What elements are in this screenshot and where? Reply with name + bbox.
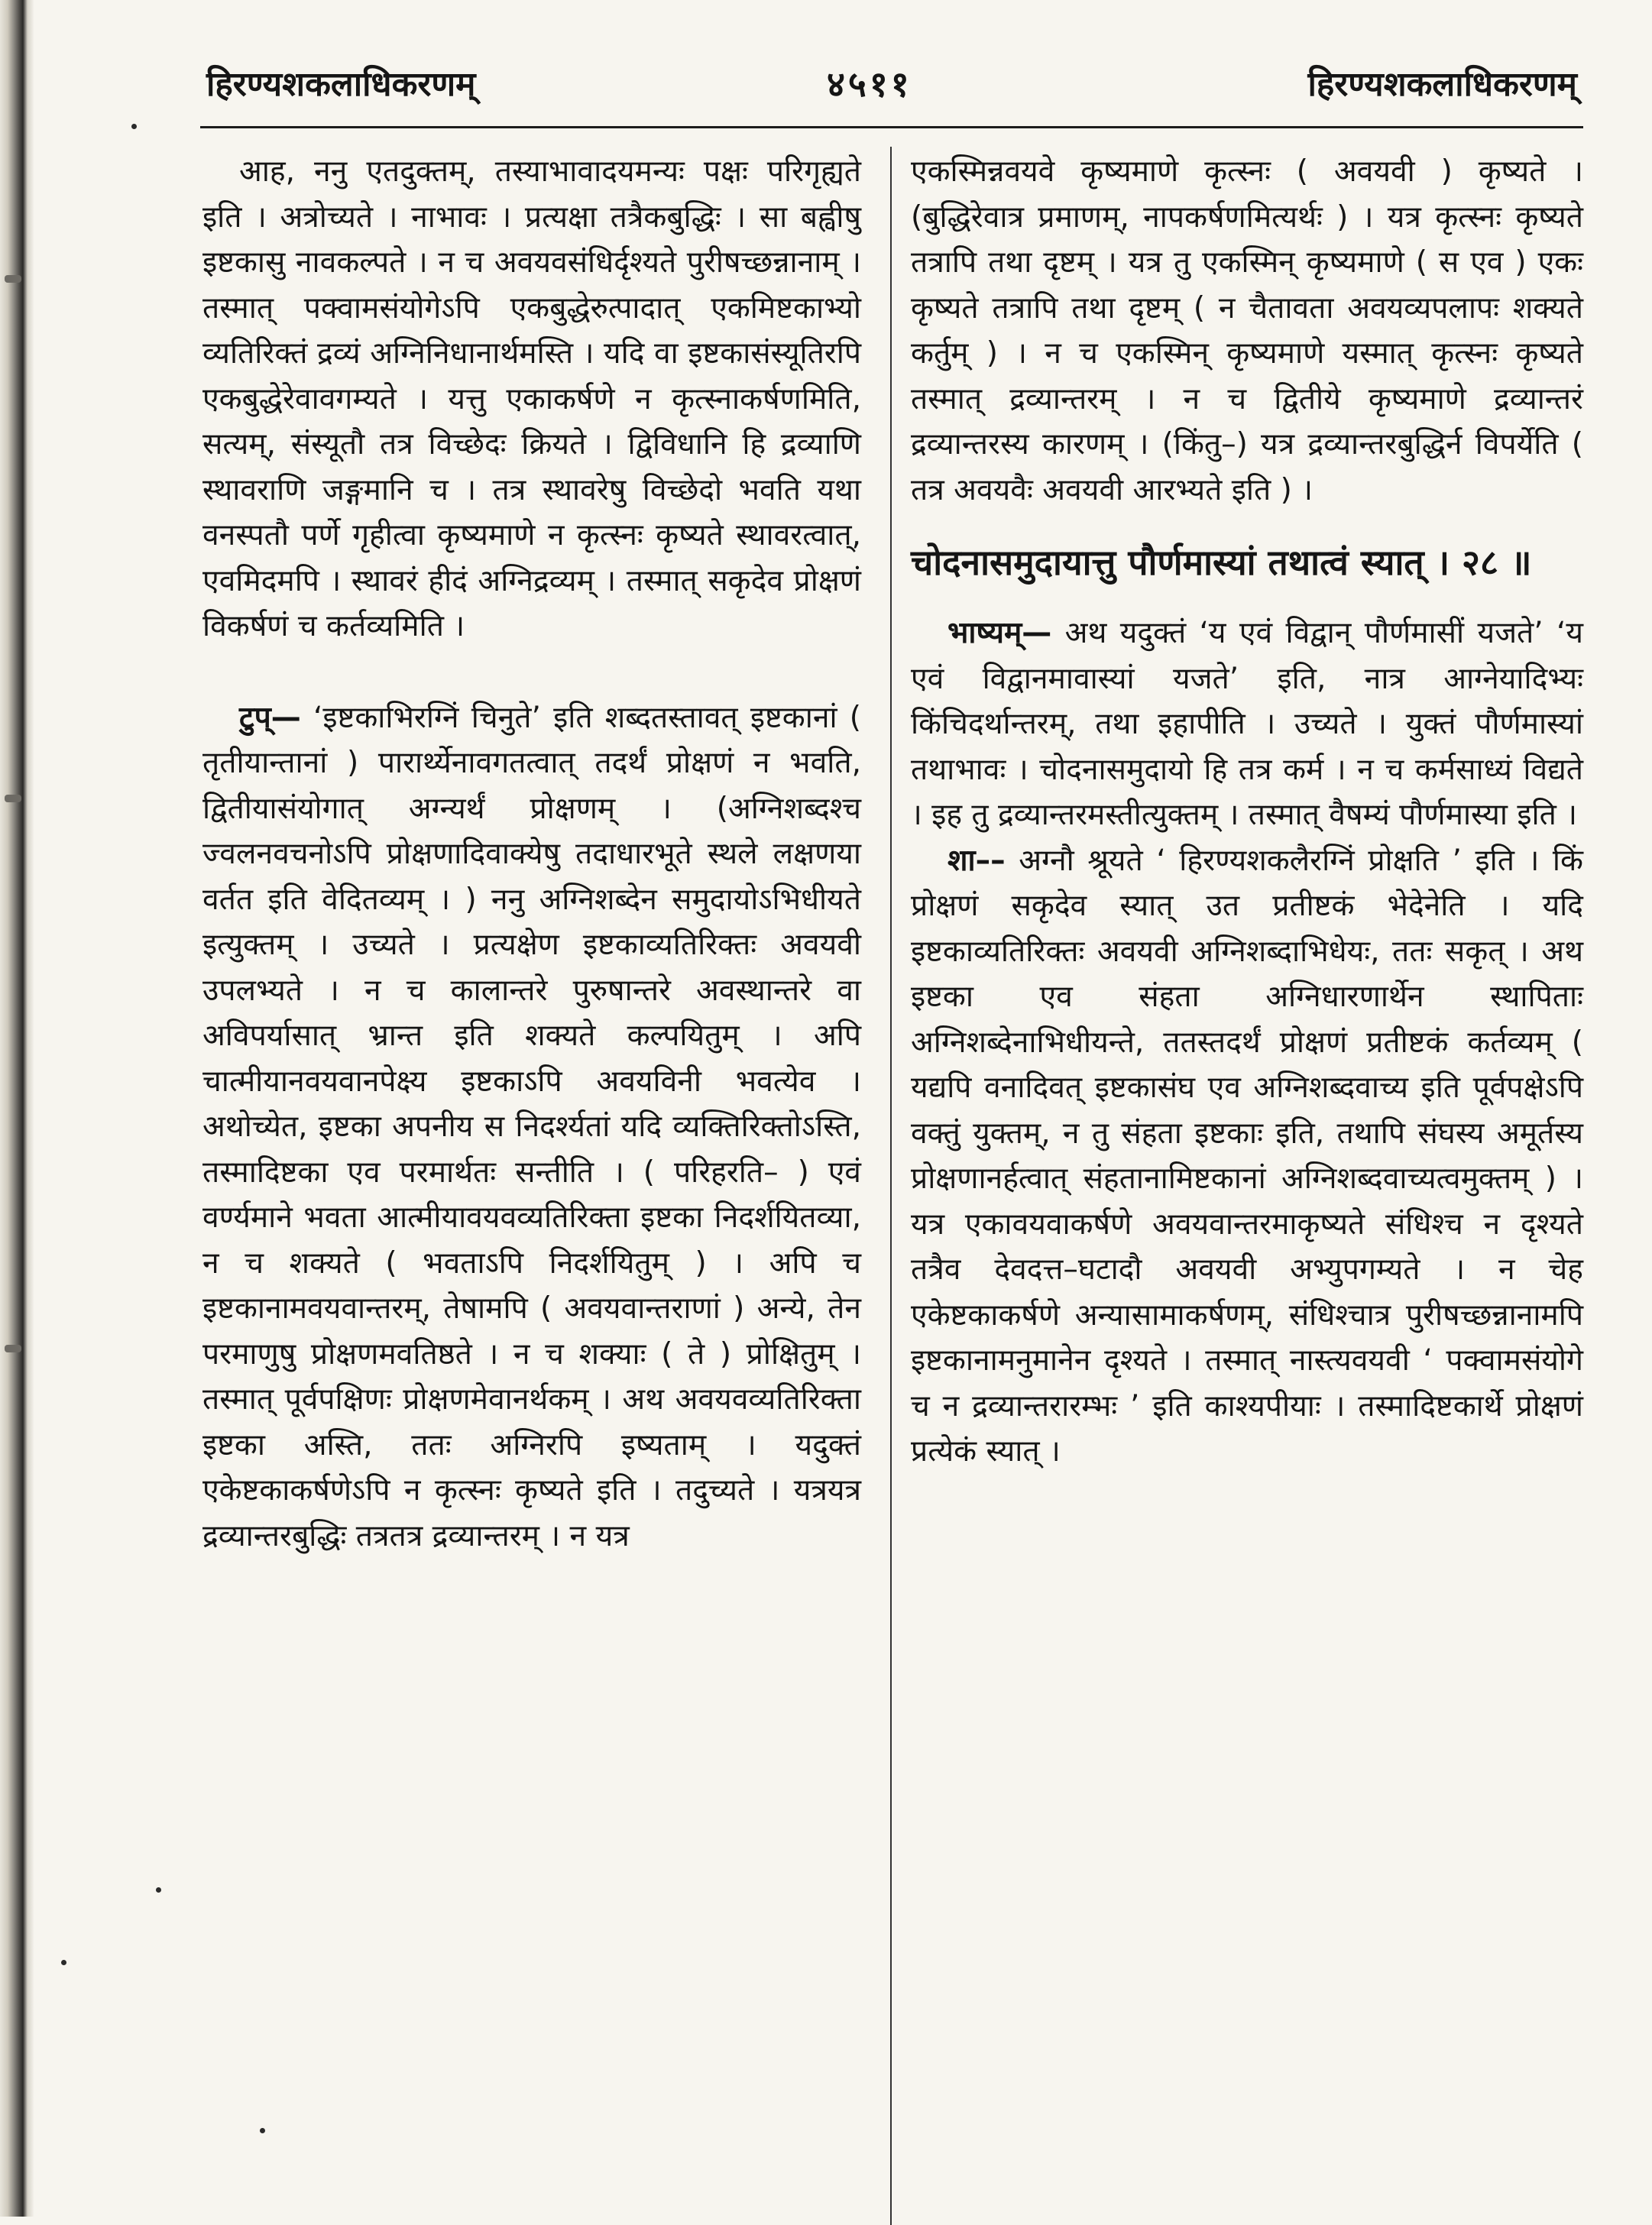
sha-label: शा–– xyxy=(947,843,1006,878)
header-rule xyxy=(200,126,1583,128)
book-binding-edge xyxy=(0,0,34,2217)
left-para-1: आह, ननु एतदुक्तम्, तस्याभावादयमन्यः पक्षः परिगृह्यते इति । अत्रोच्यते । नाभावः । प्रत्यक्षा तत्रैकबुद्धिः । सा बह्वीषु इष्टकासु नावकल्पते । न च अवयवसंधिर्दृश्यते पुरीषच्छन्नानाम् । तस्मात् पक्वामसंयोगेऽपि एकबुद्धेरुत्पादात् एकमिष्टकाभ्यो व्यतिरिक्तं द्रव्यं अग्निनिधानार्थमस्ति । यदि वा इष्टकासंस्यूतिरपि एकबुद्धेरेवावगम्यते । यत्तु एकाकर्षणे न कृत्स्नाकर्षणमिति, सत्यम्, संस्यूतौ तत्र विच्छेदः क्रियते । द्विविधानि हि द्रव्याणि स्थावराणि जङ्गमानि च । तत्र स्थावरेषु विच्छेदो भवति यथा वनस्पतौ पर्णे गृहीत्वा कृष्यमाणे न कृत्स्नः कृष्यते स्थावरत्वात्, एवमिदमपि । स्थावरं हीदं अग्निद्रव्यम् । तस्मात् सकृदेव प्रोक्षणं विकर्षणं च कर्तव्यमिति । xyxy=(202,154,861,643)
tup-text: ‘इष्टकाभिरग्निं चिनुते’ इति शब्दतस्तावत् इष्टकानां ( तृतीयान्तानां ) पारार्थ्येनावगतत्वात् तदर्थं प्रोक्षणं न भवति, द्वितीयासंयोगात् अग्न्यर्थं प्रोक्षणम् । (अग्निशब्दश्च ज्वलनवचनोऽपि प्रोक्षणादिवाक्येषु तदाधारभूते स्थले लक्षणया वर्तत इति वेदितव्यम् । ) ननु अग्निशब्देन समुदायोऽभिधीयते इत्युक्तम् । उच्यते । प्रत्यक्षेण इष्टकाव्यतिरिक्तः अवयवी उपलभ्यते । न च कालान्तरे पुरुषान्तरे अवस्थान्तरे वा अविपर्यासात् भ्रान्त इति शक्यते कल्पयितुम् । अपि चात्मीयानवयवानपेक्ष्य इष्टकाऽपि अवयविनी भवत्येव । अथोच्येत, इष्टका अपनीय स निदर्श्यतां यदि व्यक्तिरिक्तोऽस्ति, तस्मादिष्टका एव परमार्थतः सन्तीति । ( परिहरति– ) एवं वर्ण्यमाने भवता आत्मीयावयवव्यतिरिक्ता इष्टका निदर्शयितव्या, न च शक्यते ( भवताऽपि निदर्शयितुम् ) । अपि च इष्टकानामवयवान्तरम्, तेषामपि ( अवयवान्तराणां ) अन्ये, तेन परमाणुषु प्रोक्षणमवतिष्ठते । न च शक्याः ( ते ) प्रोक्षितुम् । तस्मात् पूर्वपक्षिणः प्रोक्षणमेवानर्थकम् । अथ अवयवव्यतिरिक्ता इष्टका अस्ति, ततः अग्निरपि इष्यताम् । यदुक्तं एकेष्टकाकर्षणेऽपि न कृत्स्नः कृष्यते इति । तदुच्यते । यत्रयत्र द्रव्यान्तरबुद्धिः तत्रतत्र द्रव्यान्तरम् । न यत्र xyxy=(202,700,861,1553)
sutra-heading: चोदनासमुदायात्तु पौर्णमास्यां तथात्वं स्यात् । २८ ॥ xyxy=(911,542,1532,583)
paragraph-gap xyxy=(911,513,1583,536)
bhashya-para xyxy=(911,610,1583,838)
scan-speck xyxy=(131,124,137,129)
bhashya-label: भाष्यम्— xyxy=(947,616,1052,650)
header-right-title: हिरण्यशकलाधिकरणम् xyxy=(1307,65,1577,104)
sha-para xyxy=(911,838,1583,1475)
paragraph-gap xyxy=(911,589,1583,610)
scan-speck xyxy=(61,1960,66,1965)
binding-mark xyxy=(5,795,21,802)
binding-mark xyxy=(5,1345,21,1352)
binding-mark xyxy=(5,275,21,283)
left-column xyxy=(202,149,861,1559)
sha-text: अग्नौ श्रूयते ‘ हिरण्यशकलैरग्निं प्रोक्षति ’ इति । किं प्रोक्षणं सकृदेव स्यात् उत प्रतीष्टकं भेदेनेति । यदि इष्टकाव्यतिरिक्तः अवयवी अग्निशब्दाभिधेयः, ततः सकृत् । अथ इष्टका एव संहता अग्निधारणार्थेन स्थापिताः अग्निशब्देनाभिधीयन्ते, ततस्तदर्थं प्रोक्षणं प्रतीष्टकं कर्तव्यम् ( यद्यपि वनादिवत् इष्टकासंघ एव अग्निशब्दवाच्य इति पूर्वपक्षेऽपि वक्तुं युक्तम्, न तु संहता इष्टकाः इति, तथापि संघस्य अमूर्तस्य प्रोक्षणानर्हत्वात् संहतानामिष्टकानां अग्निशब्दवाच्यत्वमुक्तम् ) । यत्र एकावयवाकर्षणे अवयवान्तरमाकृष्यते संधिश्च न दृश्यते तत्रैव देवदत्त–घटादौ अवयवी अभ्युपगम्यते । न चेह एकेष्टकाकर्षणे अन्यासामाकर्षणम्, संधिश्चात्र पुरीषच्छन्नानामपि इष्टकानामनुमानेन दृश्यते । तस्मात् नास्त्यवयवी ‘ पक्वामसंयोगे च न द्रव्यान्तरारम्भः ’ इति काश्यपीयाः । तस्मादिष्टकार्थे प्रोक्षणं प्रत्येकं स्यात् । xyxy=(911,843,1583,1469)
tup-label: टुप्— xyxy=(239,700,301,735)
right-column xyxy=(911,149,1583,1475)
paragraph-gap xyxy=(202,649,861,695)
column-divider xyxy=(890,147,892,2225)
bhashya-text: अथ यदुक्तं ‘य एवं विद्वान् पौर्णमासीं यजते’ ‘य एवं विद्वानमावास्यां यजते’ इति, नात्र आग्नेयादिभ्यः किंचिदर्थान्तरम्, तथा इहापीति । उच्यते । युक्तं पौर्णमास्यां तथाभावः । चोदनासमुदायो हि तत्र कर्म । न च कर्मसाध्यं विद्यते । इह तु द्रव्यान्तरमस्तीत्युक्तम् । तस्मात् वैषम्यं पौर्णमास्या इति । xyxy=(911,616,1583,832)
page-number: ४५११ xyxy=(827,63,912,105)
left-para-2 xyxy=(202,695,861,1559)
page-header xyxy=(200,60,1583,115)
right-para-1: एकस्मिन्नवयवे कृष्यमाणे कृत्स्नः ( अवयवी ) कृष्यते । (बुद्धिरेवात्र प्रमाणम्, नापकर्षणमित्यर्थः ) । यत्र कृत्स्नः कृष्यते तत्रापि तथा दृष्टम् । यत्र तु एकस्मिन् कृष्यमाणे ( स एव ) एकः कृष्यते तत्रापि तथा दृष्टम् ( न चैतावता अवयव्यपलापः शक्यते कर्तुम् ) । न च एकस्मिन् कृष्यमाणे यस्मात् कृत्स्नः कृष्यते तस्मात् द्रव्यान्तरम् । न च द्वितीये कृष्यमाणे द्रव्यान्तरं द्रव्यान्तरस्य कारणम् । (किंतु–) यत्र द्रव्यान्तरबुद्धिर्न विपर्येति ( तत्र अवयवैः अवयवी आरभ्यते इति ) । xyxy=(911,154,1583,507)
header-left-title: हिरण्यशकलाधिकरणम् xyxy=(206,65,476,104)
scan-speck xyxy=(260,2128,265,2133)
scan-speck xyxy=(156,1887,161,1893)
